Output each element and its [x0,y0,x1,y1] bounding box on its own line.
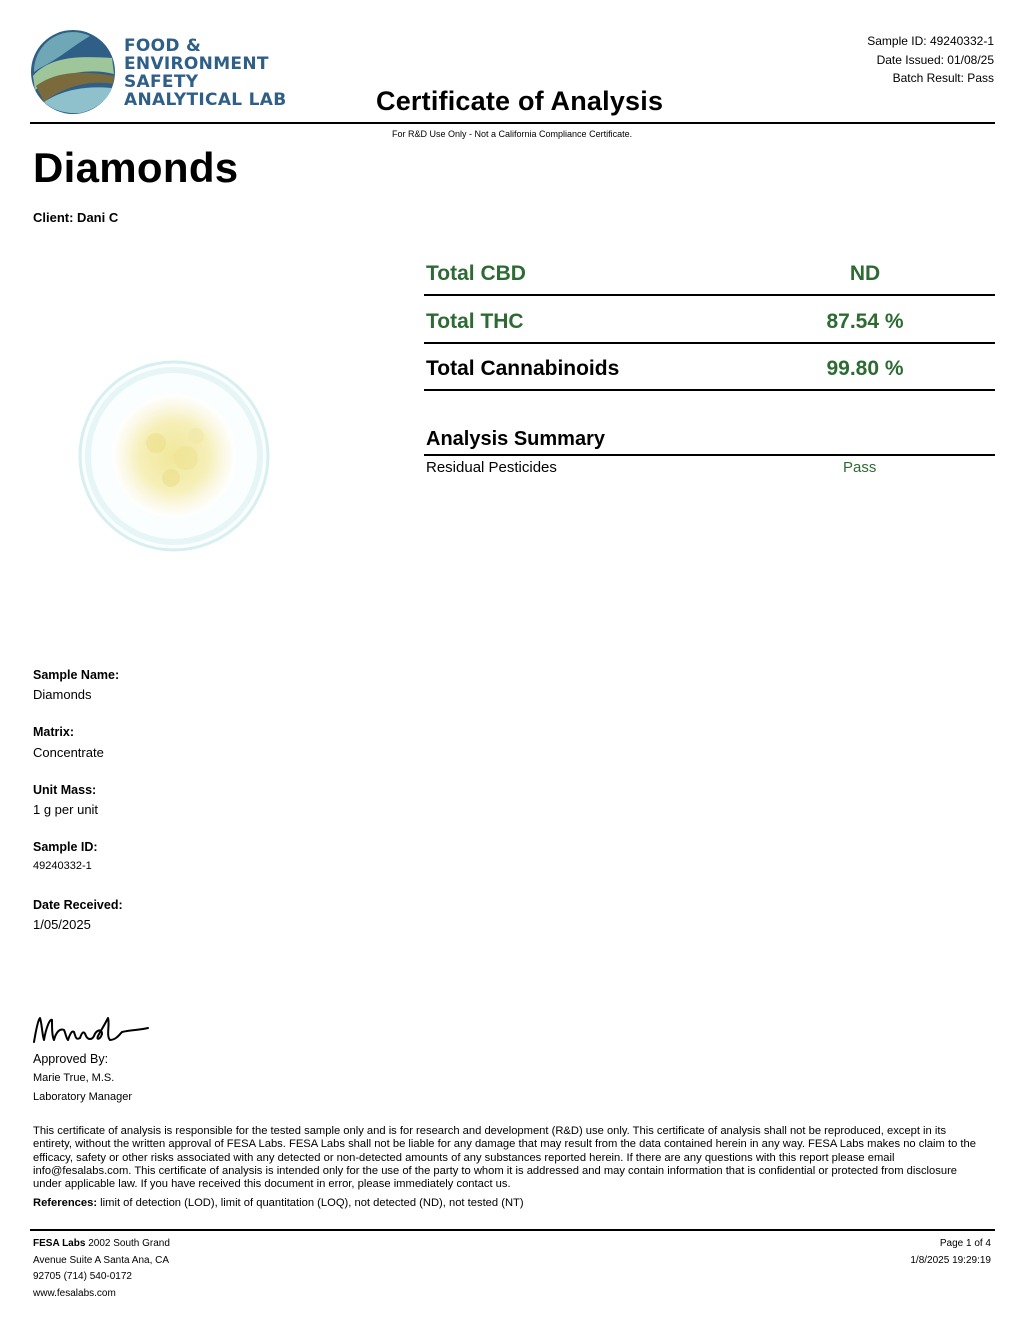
signature-image [30,1010,155,1050]
logo-line: SAFETY [124,72,199,92]
date-issued-meta: Date Issued: 01/08/25 [876,52,994,67]
analysis-summary-heading [424,428,995,456]
approver-name: Marie True, M.S. [33,1072,115,1084]
disclaimer-text: This certificate of analysis is responsible for the tested sample only and is for research and development (R&D) use only. This certificate of analysis shall not be reproduced, except in its entirety, without the written approval of FESA Labs. FESA Labs shall not be liable for any damage that may result from the data contained herein in any way. FESA Labs makes no claim to the efficacy, safety or other risks associated with any detected or non-detected amounts of any substances reported herein. If there are any questions with this report please email info@fesalabs.com. This certificate of analysis is intended only for the use of the party to whom it is addressed and may contain information that is confidential or protected from disclosure under applicable law. If you have received this document in error, please immediately contact us. [33,1125,976,1191]
detail-value: 49240332-1 [33,860,92,872]
references-text: limit of detection (LOD), limit of quantitation (LOQ), not detected (ND), not tested (NT) [97,1197,524,1209]
sample-id-meta: Sample ID: 49240332-1 [867,34,994,48]
footer-address-line: Avenue Suite A Santa Ana, CA [33,1254,170,1266]
summary-value: 87.54 % [826,310,904,333]
summary-row-cbd [424,262,995,296]
document-title: Certificate of Analysis [376,86,664,116]
detail-label: Date Received: [33,898,123,912]
footer-address-line: 2002 South Grand [85,1238,170,1249]
logo-mark-icon [31,30,115,114]
approver-role: Laboratory Manager [33,1091,133,1103]
summary-label: Total THC [426,310,524,333]
footer-page-info [910,1236,991,1269]
summary-label: Total Cannabinoids [426,357,620,380]
summary-row-thc [424,310,995,344]
references-label: References: [33,1197,98,1209]
footer-website: www.fesalabs.com [33,1287,116,1299]
logo-text [124,37,287,109]
detail-value: Diamonds [33,687,92,702]
analysis-name: Residual Pesticides [426,459,557,476]
logo-line: ANALYTICAL LAB [124,90,287,110]
footer-divider [30,1229,995,1231]
footer-company: FESA Labs [33,1238,86,1249]
sample-title: Diamonds [33,144,239,191]
logo-line: FOOD & [124,36,202,56]
detail-label: Unit Mass: [33,783,97,797]
logo-line: ENVIRONMENT [124,54,269,74]
client-name: Client: Dani C [33,210,119,225]
detail-label: Sample ID: [33,840,98,854]
references [33,1197,524,1209]
analysis-row [426,459,995,476]
summary-value: 99.80 % [826,357,904,380]
approval-block [33,1050,132,1107]
analysis-result: Pass [843,459,877,476]
product-photo [76,358,272,554]
batch-result-meta: Batch Result: Pass [892,71,994,85]
detail-value: 1/05/2025 [33,917,91,932]
detail-value: 1 g per unit [33,802,99,817]
page-number: Page 1 of 4 [939,1238,991,1249]
summary-label: Total CBD [426,262,526,285]
detail-value: Concentrate [33,745,104,760]
rnd-note: For R&D Use Only - Not a California Compliance Certificate. [392,129,633,139]
summary-value: ND [849,262,881,285]
header-divider [30,122,995,124]
analysis-heading-text: Analysis Summary [426,428,605,450]
footer-address-line: 92705 (714) 540-0172 [33,1271,132,1283]
approved-by-label: Approved By: [33,1052,109,1066]
summary-row-total-cannabinoids [424,357,995,391]
detail-label: Sample Name: [33,668,120,682]
footer-address [33,1236,170,1302]
generated-timestamp: 1/8/2025 19:29:19 [910,1254,991,1266]
detail-label: Matrix: [33,725,74,739]
header-meta [867,32,994,88]
